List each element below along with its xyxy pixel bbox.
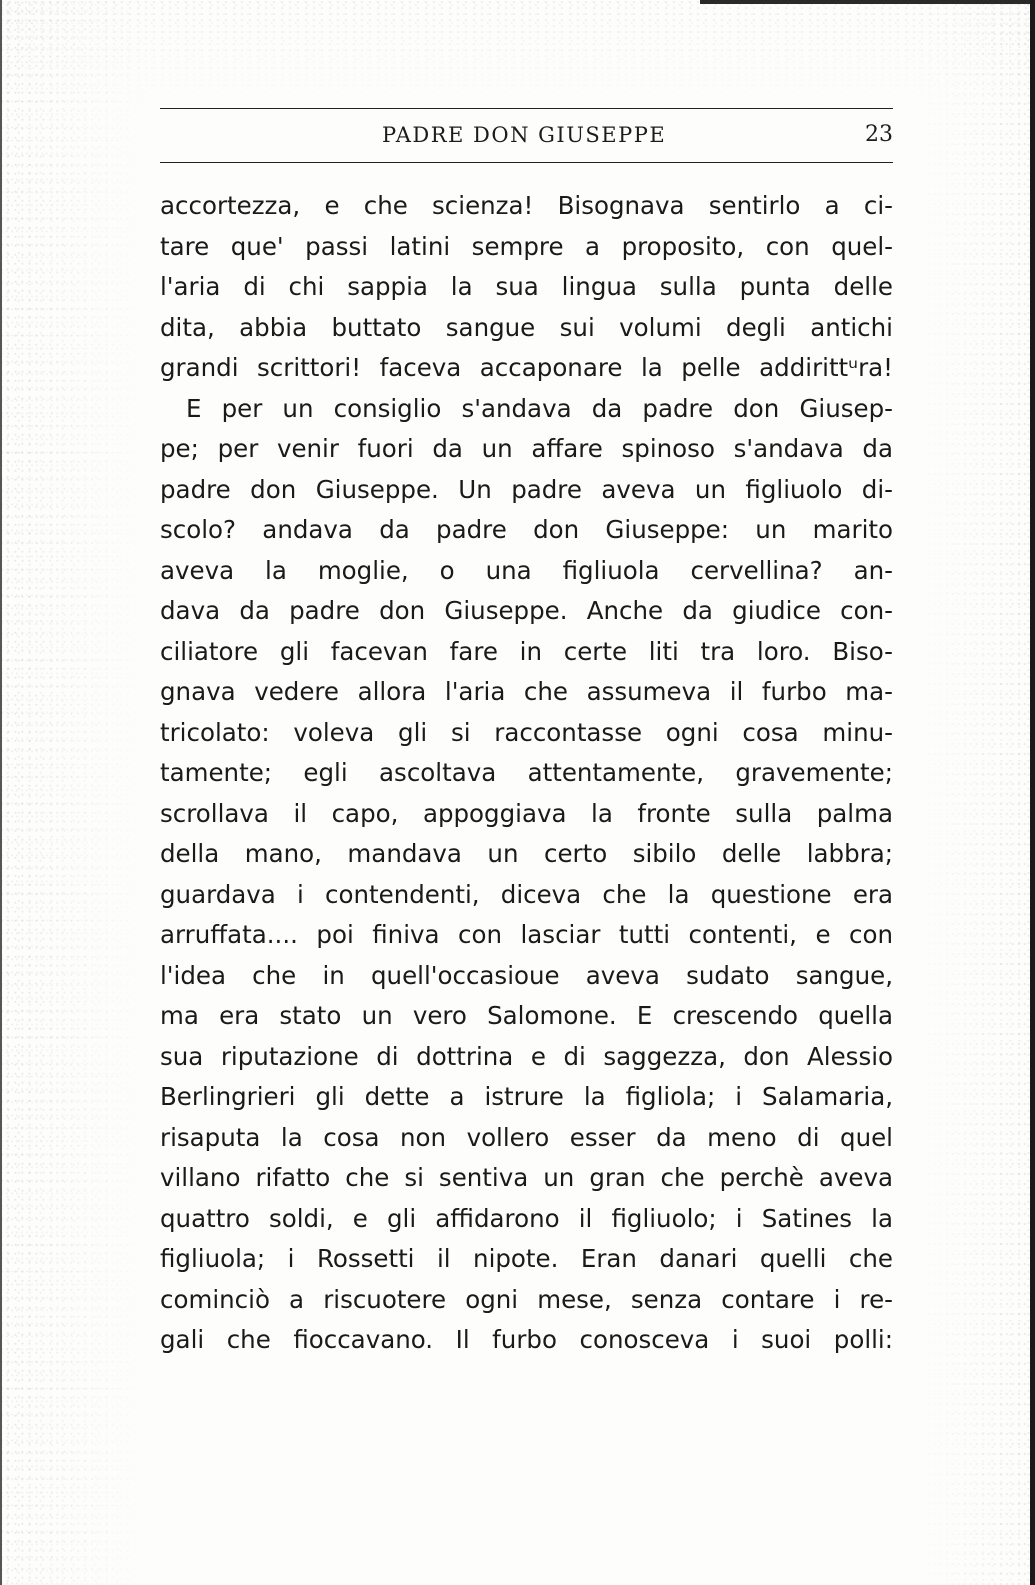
text-line: padre don Giuseppe. Un padre aveva un figliuolo di- <box>160 474 893 504</box>
text-line: dava da padre don Giuseppe. Anche da giudice con- <box>160 596 893 625</box>
text-line: scolo? andava da padre don Giuseppe: un marito <box>160 515 893 544</box>
text-line: pe; per venir fuori da un affare spinoso s'andava da <box>160 434 893 463</box>
page-edge-left <box>0 0 2 1585</box>
page-edge-top <box>700 0 1035 4</box>
scan-noise-top <box>0 0 1035 110</box>
page-header <box>160 108 893 163</box>
running-head: PADRE DON GIUSEPPE <box>382 123 667 147</box>
body-text <box>160 186 893 1361</box>
text-line: accortezza, e che scienza! Bisognava sentirlo a ci- <box>160 191 893 220</box>
text-line: scrollava il capo, appoggiava la fronte sulla palma <box>160 798 893 828</box>
text-line: tare que' passi latini sempre a proposito, con quel- <box>160 231 893 261</box>
text-line: villano rifatto che si sentiva un gran che perchè aveva <box>160 1163 893 1192</box>
text-line: tricolato: voleva gli si raccontasse ogni cosa minu- <box>160 717 893 747</box>
text-line: gnava vedere allora l'aria che assumeva il furbo ma- <box>160 677 893 706</box>
text-line: Berlingrieri gli dette a istrure la figliola; i Salamaria, <box>160 1082 893 1111</box>
text-line: figliuola; i Rossetti il nipote. Eran danari quelli che <box>160 1244 893 1273</box>
text-line: sua riputazione di dottrina e di saggezza, don Alessio <box>160 1041 893 1071</box>
text-line: l'aria di chi sappia la sua lingua sulla punta delle <box>160 272 893 301</box>
paragraph-start-line: E per un consiglio s'andava da padre don Giusep- <box>186 393 893 423</box>
text-line: l'idea che in quell'occasioue aveva sudato sangue, <box>160 960 893 990</box>
page-number: 23 <box>865 122 893 147</box>
text-line: della mano, mandava un certo sibilo delle labbra; <box>160 839 893 868</box>
text-line: dita, abbia buttato sangue sui volumi degli antichi <box>160 312 893 342</box>
text-line: quattro soldi, e gli affidarono il figliuolo; i Satines la <box>160 1203 893 1233</box>
text-line: aveva la moglie, o una figliuola cervellina? an- <box>160 555 893 585</box>
text-line: ma era stato un vero Salomone. E crescendo quella <box>160 1001 893 1030</box>
text-line: arruffata.... poi finiva con lasciar tutti contenti, e con <box>160 920 893 949</box>
scan-noise-left <box>0 0 150 1585</box>
scan-noise-right <box>915 0 1035 1585</box>
text-line: tamente; egli ascoltava attentamente, gravemente; <box>160 758 893 787</box>
text-line: risaputa la cosa non vollero esser da meno di quel <box>160 1122 893 1152</box>
text-line: grandi scrittori! faceva accaponare la pelle addirittᵘra! <box>160 353 893 382</box>
text-line: gali che fioccavano. Il furbo conosceva i suoi polli: <box>160 1325 893 1354</box>
page-edge-right <box>1030 0 1035 1585</box>
text-line: cominciò a riscuotere ogni mese, senza contare i re- <box>160 1284 893 1314</box>
text-line: ciliatore gli facevan fare in certe liti tra loro. Biso- <box>160 636 893 666</box>
text-line: guardava i contendenti, diceva che la questione era <box>160 879 893 909</box>
